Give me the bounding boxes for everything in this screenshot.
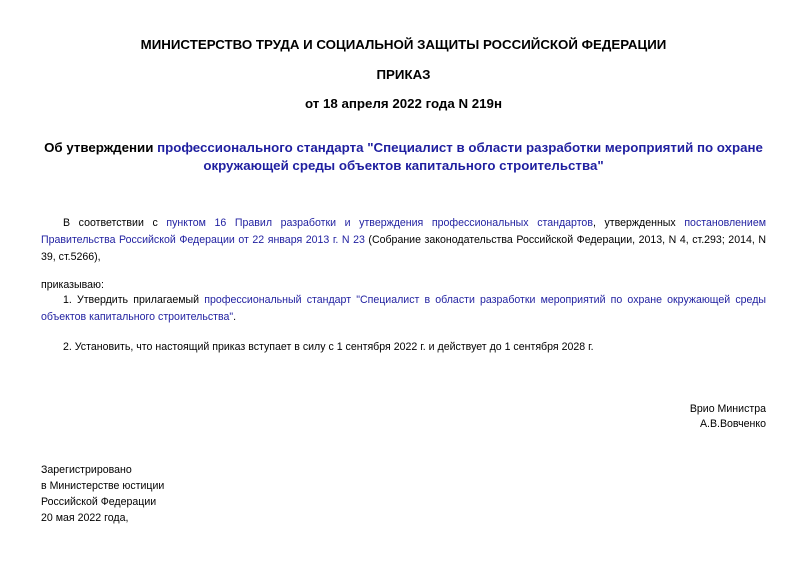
document-title	[38, 139, 769, 175]
title-prefix: Об утверждении	[44, 140, 158, 155]
preamble-text-2: , утвержденных	[592, 217, 685, 229]
preamble-paragraph	[41, 215, 766, 266]
registration-line-1: Зарегистрировано	[41, 464, 132, 476]
item-1-text-1: 1. Утвердить прилагаемый	[63, 294, 205, 306]
item-2-paragraph: 2. Установить, что настоящий приказ вступает в силу с 1 сентября 2022 г. и действует до 1 сентября 2028 г.	[63, 341, 594, 353]
preamble-text-3: (Собрание законодательства Российской Федерации, 2013, N 4, ст.293; 2014, N 39, ст.5266),	[41, 234, 766, 263]
document-type: ПРИКАЗ	[376, 67, 431, 82]
ministry-heading: МИНИСТЕРСТВО ТРУДА И СОЦИАЛЬНОЙ ЗАЩИТЫ РОССИЙСКОЙ ФЕДЕРАЦИИ	[140, 37, 667, 52]
item-1-paragraph	[41, 292, 766, 326]
registration-line-4: 20 мая 2022 года,	[41, 512, 129, 524]
registration-line-2: в Министерстве юстиции	[41, 480, 165, 492]
title-standard-link[interactable]: профессионального стандарта "Специалист в области разработки мероприятий по охране окружающей среды объектов капитального строительства"	[157, 140, 763, 173]
rules-point-16-link[interactable]: пунктом 16 Правил разработки и утверждения профессиональных стандартов	[166, 217, 593, 229]
preamble-text-1: В соответствии с	[63, 217, 167, 229]
date-number: от 18 апреля 2022 года N 219н	[305, 96, 502, 111]
professional-standard-link[interactable]: профессиональный стандарт "Специалист в области разработки мероприятий по охране окружающей среды объектов капитального строительства"	[41, 294, 766, 323]
item-1-text-2: .	[233, 311, 237, 323]
government-decree-link[interactable]: постановлением Правительства Российской Федерации от 22 января 2013 г. N 23	[41, 217, 767, 246]
order-word: приказываю:	[41, 279, 104, 291]
signature-position: Врио Министра	[689, 403, 766, 415]
signature-name: А.В.Вовченко	[699, 418, 766, 430]
registration-line-3: Российской Федерации	[41, 496, 157, 508]
